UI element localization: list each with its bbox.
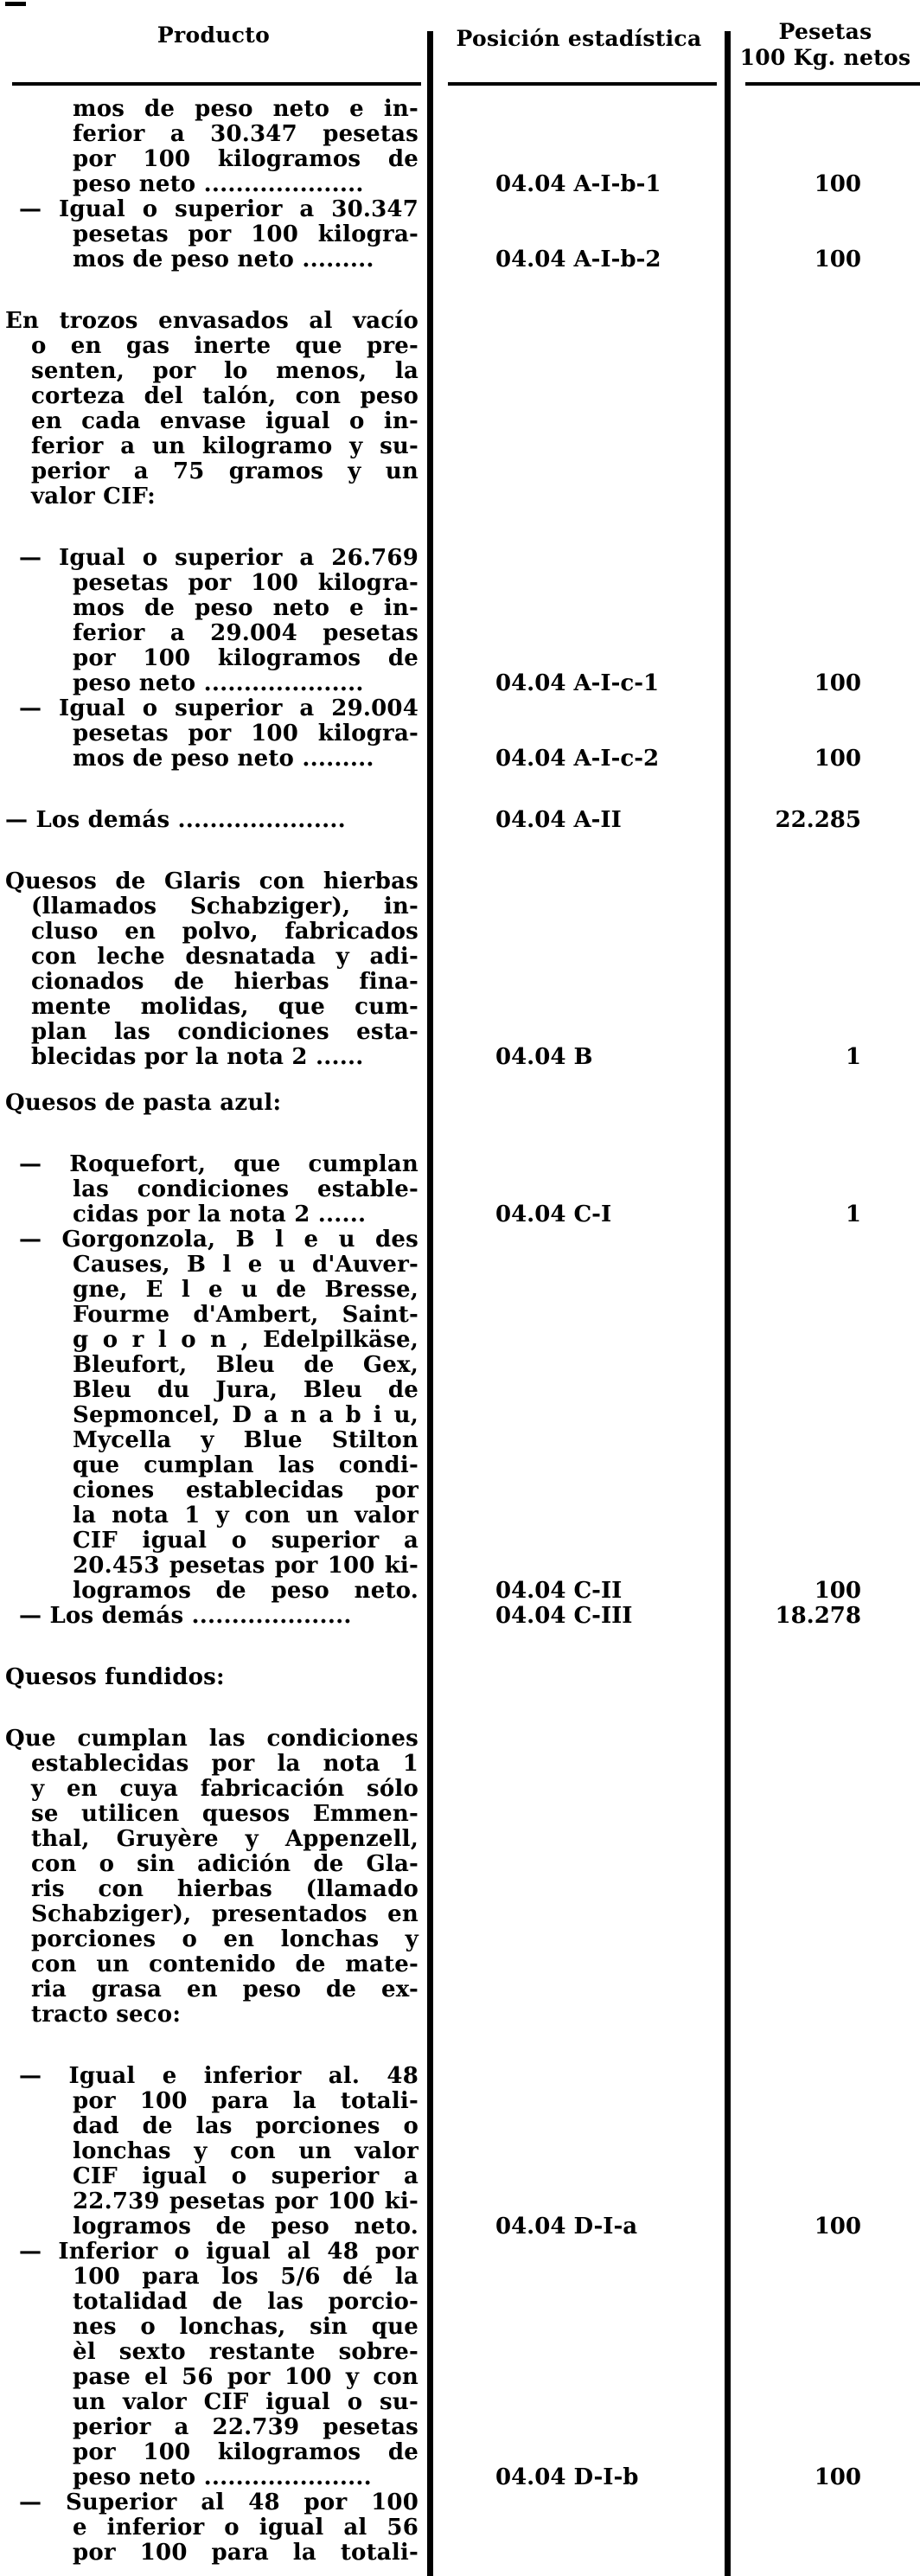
product-line: lonchas y con un valor [73,2138,418,2164]
pesetas-value: 100 [814,2464,861,2490]
pesetas-value: 1 [845,1201,861,1227]
position-code: 04.04 C-II [495,1578,623,1604]
product-line: cionados de hierbas fina- [31,969,418,995]
product-cell [0,1152,427,1227]
position-code: 04.04 C-III [495,1603,633,1629]
product-cell [0,2240,427,2490]
product-line: mos de peso neto ......... [73,746,374,772]
table-row [0,1152,920,1227]
position-code: 04.04 C-I [495,1201,612,1227]
product-line: Schabziger), presentados en [31,1901,418,1927]
pesetas-value: 100 [814,2214,861,2240]
product-line: 20.453 pesetas por 100 ki- [73,1553,418,1579]
header-rule-producto [12,82,421,86]
product-line: Quesos de Glaris con hierbas [5,868,418,894]
pesetas-value: 100 [814,247,861,272]
product-line: — Los demás .................... [19,1603,352,1629]
product-line: e inferior o igual al 56 [73,2515,418,2541]
product-line: nes o lonchas, sin que [73,2314,418,2340]
column-header-pesetas-line1: Pesetas [778,19,872,44]
product-cell [0,1727,427,2028]
product-line: con un contenido de mate- [31,1951,418,1977]
product-line: Quesos fundidos: [5,1664,225,1690]
product-line: ris con hierbas (llamado [31,1876,418,1902]
table-row [0,1091,920,1116]
product-line: la nota 1 y con un valor [73,1503,418,1528]
position-code: 04.04 A-I-c-2 [495,746,660,772]
position-code: 04.04 A-I-b-1 [495,171,661,197]
product-line: por 100 para la totali- [73,2088,418,2114]
product-line: ferior a 29.004 pesetas [73,620,418,646]
product-line: valor CIF: [31,484,156,509]
product-line: 22.739 pesetas por 100 ki- [73,2188,418,2214]
product-line: Causes, B l e u d'Auver- [73,1252,418,1278]
product-line: con o sin adición de Gla- [31,1851,418,1877]
table-row [0,1227,920,1604]
product-cell [0,2490,427,2566]
table-row [0,97,920,197]
table-row [0,2240,920,2490]
product-line: por 100 kilogramos de [73,2439,418,2465]
product-line: pesetas por 100 kilogra- [73,221,418,247]
product-line: ferior a un kilogramo y su- [31,433,418,459]
product-line: 100 para los 5/6 dé la [73,2264,418,2290]
product-line: que cumplan las condi- [73,1452,418,1478]
product-line: Fourme d'Ambert, Saint- [73,1302,418,1328]
product-cell [0,696,427,772]
product-line: — Igual e inferior al. 48 [19,2063,418,2089]
product-line: — Igual o superior a 30.347 [19,196,418,222]
product-line: — Igual o superior a 26.769 [19,545,418,571]
product-line: en cada envase igual o in- [31,408,418,434]
column-header-pesetas [731,19,920,71]
product-line: g o r l o n , Edelpilkäse, [73,1327,418,1353]
header-rule-posicion [448,82,717,86]
product-line: ria grasa en peso de ex- [31,1977,418,2002]
product-line: — Igual o superior a 29.004 [19,695,418,721]
product-line: pesetas por 100 kilogra- [73,570,418,596]
column-header-producto: Producto [157,22,271,48]
product-cell [0,869,427,1070]
product-cell [0,309,427,509]
position-code: 04.04 A-II [495,807,622,833]
pesetas-value: 1 [845,1044,861,1070]
product-line: ciones establecidas por [73,1477,418,1503]
pesetas-value: 18.278 [775,1603,861,1629]
product-line: peso neto .................... [73,670,364,696]
product-line: Quesos de pasta azul: [5,1090,282,1116]
product-line: thal, Gruyère y Appenzell, [31,1826,418,1852]
product-line: Bleu du Jura, Bleu de [73,1377,418,1403]
position-code: 04.04 A-I-b-2 [495,247,661,272]
product-line: — Los demás ..................... [5,807,346,833]
product-line: pesetas por 100 kilogra- [73,721,418,747]
table-row [0,1665,920,1690]
column-header-posicion-estadistica: Posición estadística [456,26,702,51]
position-code: 04.04 D-I-b [495,2464,639,2490]
column-header-pesetas-line2: 100 Kg. netos [739,45,911,70]
product-line: mente molidas, que cum- [31,994,418,1020]
product-line: por 100 kilogramos de [73,645,418,671]
product-line: perior a 22.739 pesetas [73,2414,418,2440]
product-line: corteza del talón, con peso [31,383,418,409]
pesetas-value: 100 [814,746,861,772]
product-line: Bleufort, Bleu de Gex, [73,1352,418,1378]
table-row [0,2490,920,2566]
product-line: — Gorgonzola, B l e u des [19,1227,418,1253]
product-line: un valor CIF igual o su- [73,2389,418,2415]
product-line: peso neto .................... [73,171,364,197]
position-code: 04.04 D-I-a [495,2214,638,2240]
pesetas-value: 100 [814,171,861,197]
product-line: ferior a 30.347 pesetas [73,121,418,147]
table-row [0,808,920,833]
product-line: pase el 56 por 100 y con [73,2364,418,2390]
product-line: mos de peso neto e in- [73,595,418,621]
table-row [0,197,920,272]
product-line: (llamados Schabziger), in- [31,894,418,920]
product-line: Sepmoncel, D a n a b i u, [73,1402,418,1428]
pesetas-value: 22.285 [775,807,861,833]
product-line: CIF igual o superior a [73,1528,418,1554]
product-cell [0,808,427,833]
header-rule-pesetas [745,82,920,86]
product-line: logramos de peso neto. [73,2214,418,2240]
table-body [0,97,920,2566]
product-cell [0,1604,427,1629]
table-row [0,546,920,696]
product-cell [0,1665,427,1690]
product-line: plan las condiciones esta- [31,1019,418,1045]
table-row [0,869,920,1070]
product-cell [0,197,427,272]
table-row [0,1604,920,1629]
product-line: tracto seco: [31,2002,182,2028]
product-line: — Superior al 48 por 100 [19,2489,418,2515]
pesetas-value: 100 [814,670,861,696]
table-row [0,1727,920,2028]
product-line: se utilicen quesos Emmen- [31,1801,418,1827]
product-line: En trozos envasados al vacío [5,308,418,334]
product-line: perior a 75 gramos y un [31,458,418,484]
scan-artifact [5,2,26,6]
product-line: por 100 para la totali- [73,2540,418,2566]
product-line: CIF igual o superior a [73,2163,418,2189]
product-cell [0,546,427,696]
table-row [0,2064,920,2240]
product-cell [0,1091,427,1116]
product-line: peso neto ..................... [73,2464,372,2490]
product-line: las condiciones estable- [73,1176,418,1202]
product-line: Mycella y Blue Stilton [73,1427,418,1453]
product-line: blecidas por la nota 2 ...... [31,1044,364,1070]
product-line: logramos de peso neto. [73,1578,418,1604]
product-line: por 100 kilogramos de [73,146,418,172]
table-row [0,696,920,772]
product-cell [0,2064,427,2240]
pesetas-value: 100 [814,1578,861,1604]
product-line: mos de peso neto ......... [73,247,374,272]
product-line: con leche desnatada y adi- [31,944,418,970]
product-line: gne, E l e u de Bresse, [73,1277,418,1303]
product-line: dad de las porciones o [73,2113,418,2139]
product-line: senten, por lo menos, la [31,358,418,384]
product-line: porciones o en lonchas y [31,1926,418,1952]
product-line: y en cuya fabricación sólo [31,1776,418,1802]
product-cell [0,1227,427,1604]
product-line: establecidas por la nota 1 [31,1751,418,1777]
product-line: èl sexto restante sobre- [73,2339,418,2365]
table-row [0,309,920,509]
product-line: totalidad de las porcio- [73,2289,418,2315]
product-cell [0,97,427,197]
position-code: 04.04 A-I-c-1 [495,670,660,696]
product-line: — Inferior o igual al 48 por [19,2239,418,2265]
position-code: 04.04 B [495,1044,593,1070]
product-line: mos de peso neto e in- [73,96,418,122]
product-line: o en gas inerte que pre- [31,333,418,359]
product-line: — Roquefort, que cumplan [19,1151,418,1177]
product-line: cidas por la nota 2 ...... [73,1201,367,1227]
product-line: Que cumplan las condiciones [5,1726,418,1752]
product-line: cluso en polvo, fabricados [31,919,418,945]
